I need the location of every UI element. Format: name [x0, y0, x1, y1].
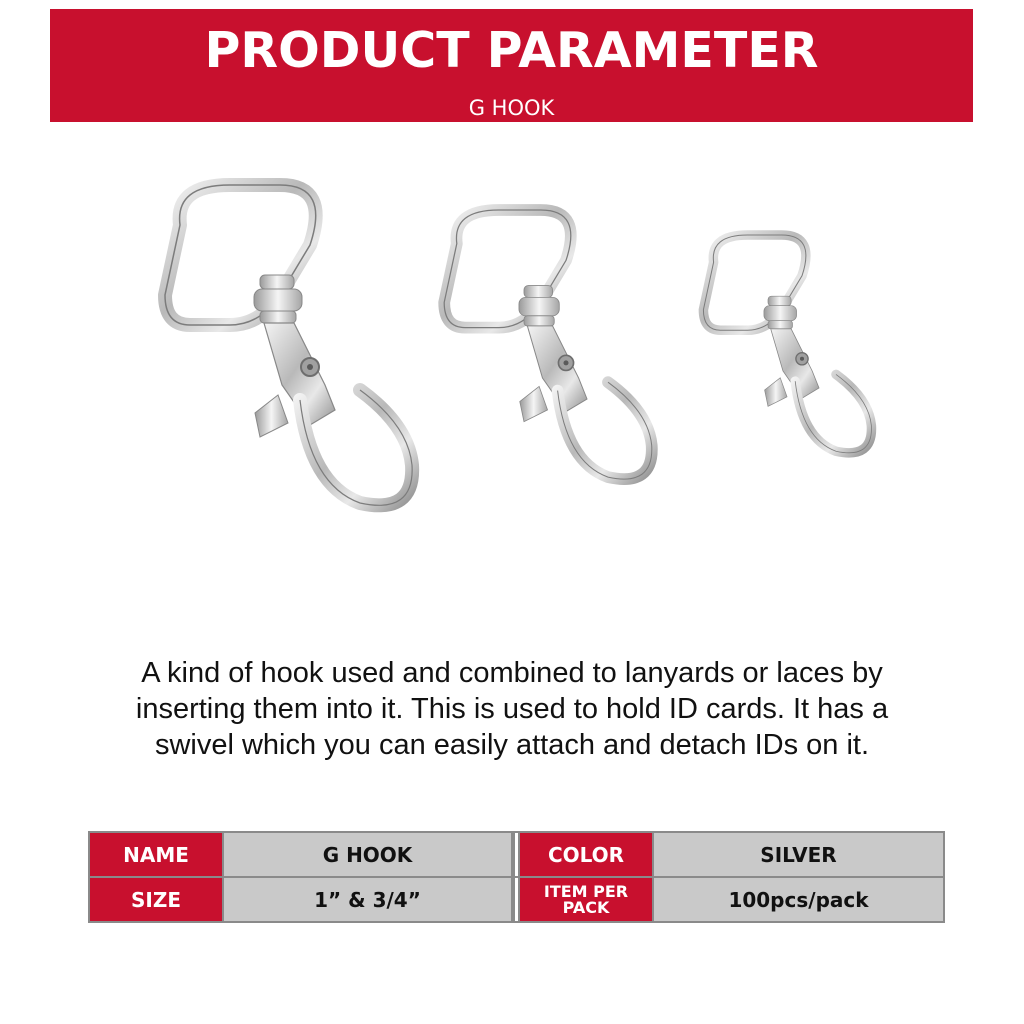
product-image	[150, 170, 890, 530]
item-label-line: PACK	[562, 897, 610, 917]
page-subtitle: G HOOK	[468, 96, 555, 120]
description-line: inserting them into it. This is used to hold ID cards. It has a	[135, 693, 889, 725]
page-title: PRODUCT PARAMETER	[204, 22, 819, 79]
hook-large-icon	[165, 185, 412, 505]
color-label: COLOR	[519, 832, 653, 877]
size-label: SIZE	[89, 877, 223, 922]
item-per-pack-label	[519, 877, 653, 922]
table-row	[89, 832, 944, 877]
description-line: swivel which you can easily attach and detach IDs on it.	[154, 729, 870, 761]
item-label-line: ITEM PER	[543, 881, 629, 901]
table-row	[89, 877, 944, 922]
name-value: G HOOK	[223, 832, 513, 877]
header-banner	[50, 9, 973, 122]
item-per-pack-value: 100pcs/pack	[653, 877, 944, 922]
color-value: SILVER	[653, 832, 944, 877]
name-label: NAME	[89, 832, 223, 877]
hook-small-icon	[703, 235, 871, 453]
hook-medium-icon	[444, 210, 652, 479]
product-description	[80, 655, 944, 763]
size-value: 1” & 3/4”	[223, 877, 513, 922]
description-line: A kind of hook used and combined to lanyards or laces by	[141, 657, 883, 689]
spec-table	[88, 831, 945, 923]
